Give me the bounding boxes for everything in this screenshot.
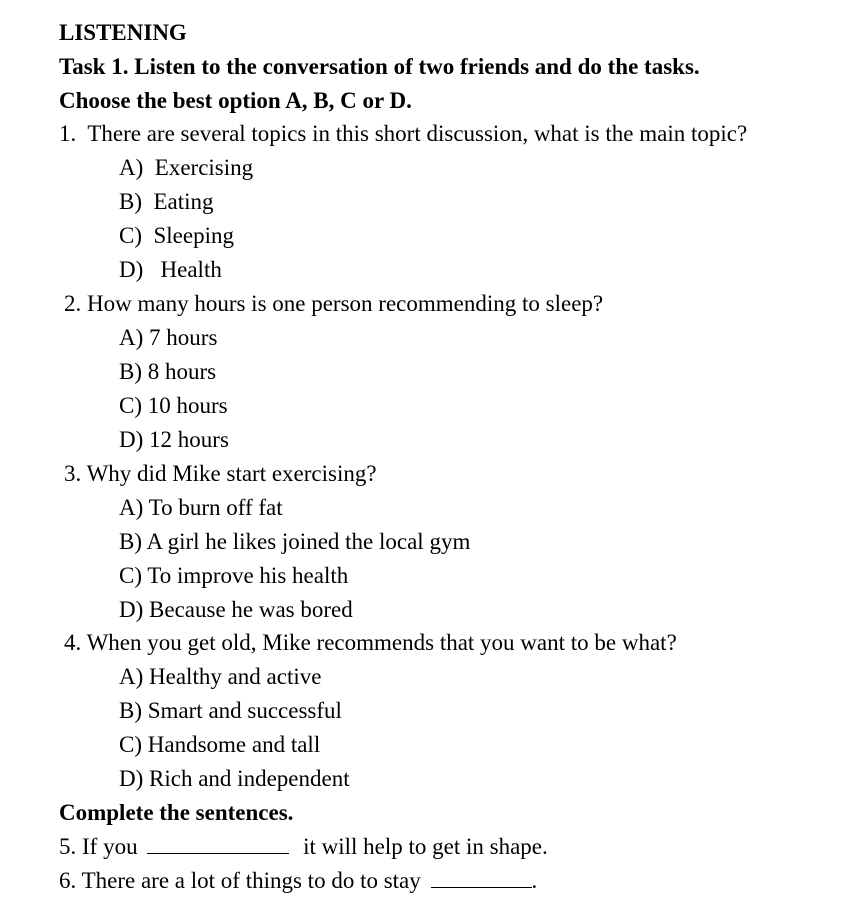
sentence-before: If you: [82, 834, 138, 859]
question-1: [59, 119, 747, 149]
section-heading: LISTENING: [59, 20, 187, 45]
sentence-after: .: [531, 868, 538, 893]
option-letter: D): [119, 257, 144, 282]
option-1c: [119, 221, 234, 251]
option-3d: [119, 595, 353, 625]
answer-blank[interactable]: [431, 867, 532, 888]
option-letter: D): [119, 766, 144, 791]
option-letter: B): [119, 529, 142, 554]
question-text: When you get old, Mike recommends that you want to be what?: [86, 630, 677, 655]
option-text: 7 hours: [149, 325, 218, 350]
option-letter: B): [119, 698, 142, 723]
option-letter: A): [119, 325, 144, 350]
question-number: 3.: [64, 461, 82, 486]
task-title: Task 1. Listen to the conversation of two friends and do the tasks.: [59, 54, 700, 79]
option-text: Eating: [153, 189, 214, 214]
question-text: Why did Mike start exercising?: [86, 461, 377, 486]
question-number: 4.: [64, 630, 82, 655]
sentence-number: 5.: [59, 834, 77, 859]
option-text: To improve his health: [147, 563, 349, 588]
instructions: Choose the best option A, B, C or D.: [59, 88, 412, 113]
option-4a: [119, 662, 321, 692]
question-2: [64, 289, 603, 319]
option-letter: C): [119, 393, 142, 418]
option-1b: [119, 187, 214, 217]
sentence-5: [59, 832, 548, 862]
sentence-6: [59, 866, 537, 896]
option-letter: A): [119, 495, 144, 520]
option-text: Sleeping: [153, 223, 234, 248]
option-3b: [119, 527, 470, 557]
option-text: Because he was bored: [149, 597, 353, 622]
option-text: 12 hours: [149, 427, 229, 452]
sentence-number: 6.: [59, 868, 77, 893]
question-number: 1.: [59, 121, 77, 146]
option-text: Exercising: [154, 155, 254, 180]
question-number: 2.: [64, 291, 82, 316]
option-letter: D): [119, 597, 144, 622]
sentence-before: There are a lot of things to do to stay: [81, 868, 421, 893]
option-1d: [119, 255, 222, 285]
option-text: Health: [160, 257, 222, 282]
option-text: Handsome and tall: [147, 732, 321, 757]
option-4b: [119, 696, 342, 726]
option-letter: D): [119, 427, 144, 452]
option-letter: B): [119, 359, 142, 384]
option-letter: B): [119, 189, 142, 214]
option-text: A girl he likes joined the local gym: [146, 529, 471, 554]
option-letter: C): [119, 223, 142, 248]
option-letter: C): [119, 563, 142, 588]
option-text: Healthy and active: [149, 664, 322, 689]
option-2d: [119, 425, 229, 455]
option-text: 8 hours: [147, 359, 217, 384]
question-4: [64, 628, 677, 658]
option-letter: C): [119, 732, 142, 757]
question-text: There are several topics in this short discussion, what is the main topic?: [87, 121, 748, 146]
question-text: How many hours is one person recommending to sleep?: [87, 291, 604, 316]
option-text: 10 hours: [147, 393, 228, 418]
option-4d: [119, 764, 350, 794]
option-1a: [119, 153, 253, 183]
sentence-after: it will help to get in shape.: [303, 834, 548, 859]
option-letter: A): [119, 664, 144, 689]
option-text: Smart and successful: [147, 698, 342, 723]
option-3a: [119, 493, 283, 523]
option-text: To burn off fat: [148, 495, 283, 520]
option-2a: [119, 323, 217, 353]
option-letter: A): [119, 155, 144, 180]
option-2c: [119, 391, 228, 421]
answer-blank[interactable]: [147, 833, 289, 854]
option-3c: [119, 561, 348, 591]
complete-heading: Complete the sentences.: [59, 800, 294, 825]
option-2b: [119, 357, 216, 387]
option-text: Rich and independent: [149, 766, 350, 791]
option-4c: [119, 730, 320, 760]
question-3: [64, 459, 377, 489]
